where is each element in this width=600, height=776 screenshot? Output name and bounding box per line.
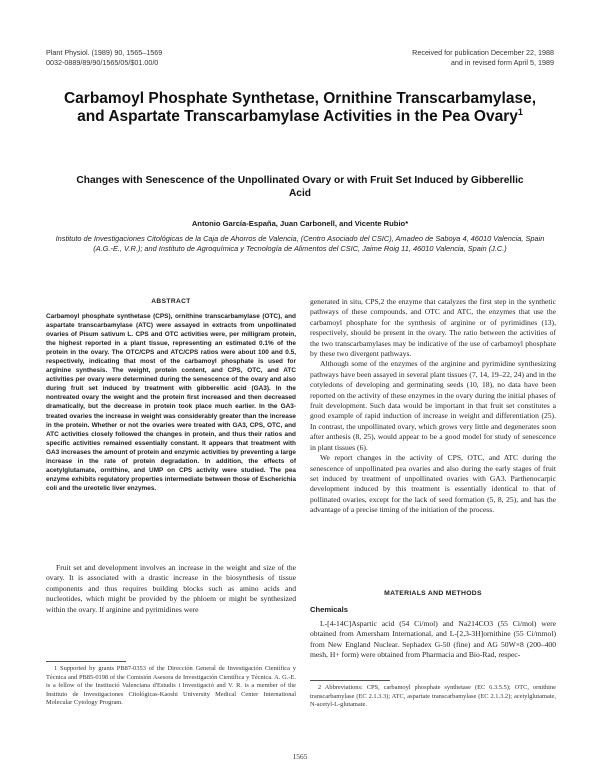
footnote-abbreviations: 2 Abbreviations: CPS, carbamoyl phosphate synthetase (EC 6.3.5.5); OTC, ornithine transcarbamylase (EC 2.1.3.3); ATC, aspartate transcarbamylase (EC 2.1.3.2); acetylglutamate, N-acetyl-L-glutamate. [310,684,556,709]
abstract-heading: ABSTRACT [151,298,191,305]
journal-citation [46,48,162,67]
publication-dates [412,48,554,67]
revised-date: and in revised form April 5, 1989 [450,57,554,67]
article-title [50,90,550,126]
author-list: Antonio García-España, Juan Carbonell, and Vicente Rubio* [191,219,409,228]
section-heading-methods: MATERIALS AND METHODS [384,590,482,597]
subsection-heading-chemicals: Chemicals [310,605,348,614]
abstract-text: Carbamoyl phosphate synthetase (CPS), ornithine transcarbamylase (OTC), and aspartate transcarbamylase (ATC) were assayed in extracts from unpollinated ovaries of Pisum sativum L. CPS and OTC activities were, per milligram protein, the highest reported in a plant tissue, representing an estimated 0.1% of the protein in the ovary. The OTC/CPS and ATC/CPS ratios were about 100 and 0.5, respectively, indicating that most of the carbamoyl phosphate is used for arginine synthesis. The weight, protein content, and CPS, OTC, and ATC activities per ovary were determined during the senescence of the ovary and also during fruit set induced by treatment with gibberellic acid (GA3). In the nontreated ovary the weight and the protein first increased and then decreased dramatically, but the decrease in protein took place much earlier. In the GA3-treated ovaries the increase in weight was considerably greater than the increase in the protein. Whether or not the ovaries were treated with GA3, CPS, OTC, and ATC activities closely followed the changes in protein, and thus their ratios and specific activities remained essentially constant. It appears that treatment with GA3 increases the amount of protein and enzymic activities by preventing a large increase in the rate of protein degradation. In addition, the effects of acetylglutamate, ornithine, and UMP on CPS activity were studied. The pea enzyme exhibits regulatory properties intermediate between those of Escherichia coli and the ureotelic liver enzymes. [46,313,296,492]
journal-line: Plant Physiol. (1989) 90, 1565–1569 [46,48,163,57]
title-footnote-mark: 1 [517,107,523,117]
footnote-divider [310,680,390,681]
article-subtitle: Changes with Senescence of the Unpollinated Ovary or with Fruit Set Induced by Gibberellic Acid [76,175,524,199]
title-text: Carbamoyl Phosphate Synthetase, Ornithine Transcarbamylase, and Aspartate Transcarbamylase Activities in the Pea Ovary [63,90,537,125]
footnote-divider [46,661,126,662]
right-column-body [310,297,556,516]
received-date: Received for publication December 22, 1988 [412,48,554,57]
body-paragraph: generated in situ, CPS,2 the enzyme that catalyzes the first step in the synthetic pathways of these compounds, and OTC and ATC, the enzymes that use the carbamoyl phosphate for the synthesis of arginine or of pyrimidines (13), respectively, should be present in the ovary. The ratio between the activities of the two transcarbamylases may be indicative of the use of carbamoyl phosphate by these two divergent pathways. [310,297,556,359]
body-paragraph: Although some of the enzymes of the arginine and pyrimidine synthesizing pathways have been assayed in several plant tissues (7, 14, 19–22, 24) and in the cotyledons of developing and germinating seeds (10, 18), no data have been reported on the activity of these enzymes in the ovary during the initial phases of fruit development. Such data would be important in that fruit set constitutes a good example of rapid induction of increase in weight and differentiation (25). In contrast, the unpollinated ovary, which grows very little and degenerates soon after anthesis (8, 25), would appear to be a good model for study of senescence in plant tissues (6). [310,359,556,452]
body-paragraph: We report changes in the activity of CPS, OTC, and ATC during the senescence of unpollinated pea ovaries and also during the early stages of fruit set induced by treatment of unpollinated ovaries with GA3. Parthenocarpic development induced by this treatment is essentially identical to that of pollinated ovaries, except for the lack of seed formation (5, 8, 25), and has the advantage of a precise timing of the initiation of the process. [310,453,556,515]
page-number: 1565 [292,752,308,761]
author-affiliation: Instituto de Investigaciones Citológicas de la Caja de Ahorros de Valencia, (Centro Asociado del CSIC), Amadeo de Saboya 4, 46010 Valencia, Spain (A.G.-E., V.R.); and Instituto de Agroquímica y Tecnología de Alimentos del CSIC, Jaime Roig 11, 46010 Valencia, Spain (J.C.) [55,234,545,254]
introduction-paragraph: Fruit set and development involves an increase in the weight and size of the ovary. It is associated with a drastic increase in the biosynthesis of tissue components and thus requires building blocks such as amino acids and nucleotides, which might be provided by the phloem or might be synthesized within the ovary. If arginine and pyrimidines were [46,563,296,614]
issn-line: 0032-0889/89/90/1565/05/$01.00/0 [46,57,159,67]
chemicals-paragraph: L-[4-14C]Aspartic acid (54 Ci/mol) and Na214CO3 (55 Ci/mol) were obtained from Amersham International, and L-[2,3-3H]ornithine (55 Ci/mmol) from New England Nuclear. Sephadex G-50 (fine) and AG 50W×8 (200–400 mesh, H+ form) were obtained from Pharmacia and Bio-Rad, respec- [310,619,556,660]
footnote-funding: 1 Supported by grants PB87-0353 of the Dirección General de Investigación Científica y Técnica and PB85-0198 of the Comisión Asesora de Investigación Científica y Técnica. A. G.-E. is a fellow of the Institució Valenciana d'Estudis i Investigació and V. R. is a member of the Instituto de Investigaciones Citológicas-Kaoshi University Medical Center International Molecular Cytology Program. [46,665,296,707]
